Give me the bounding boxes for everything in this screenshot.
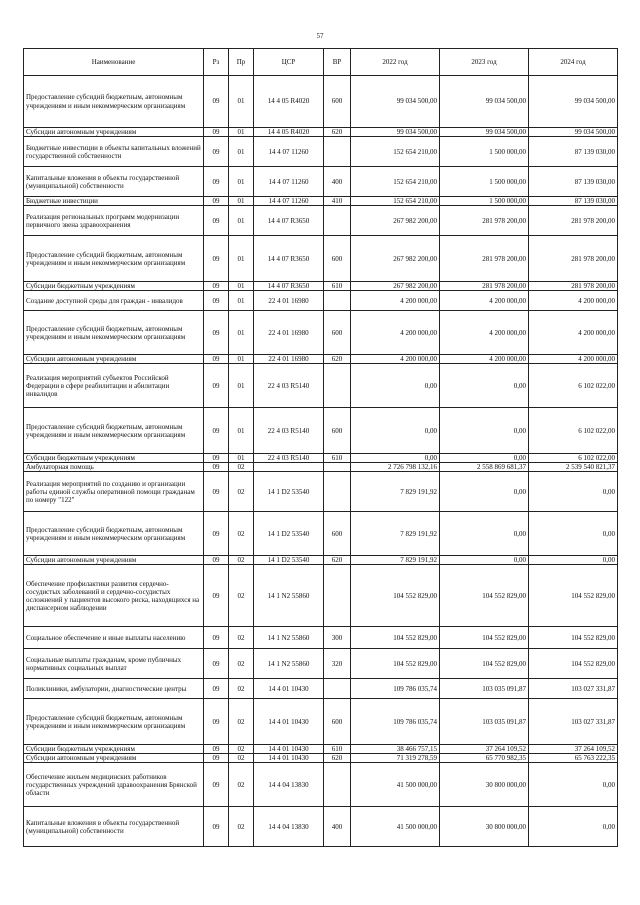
cell-rz: 09	[204, 137, 229, 167]
cell-pr: 01	[229, 355, 254, 364]
table-row	[24, 565, 618, 627]
cell-csr	[254, 463, 324, 472]
cell-2022: 0,00	[351, 364, 440, 408]
cell-2023: 103 035 091,87	[440, 699, 529, 745]
cell-rz: 09	[204, 512, 229, 556]
cell-rz: 09	[204, 649, 229, 679]
cell-rz: 09	[204, 627, 229, 649]
cell-2022: 7 829 191,92	[351, 472, 440, 512]
cell-rz: 09	[204, 472, 229, 512]
cell-name: Социальные выплаты гражданам, кроме публичных нормативных социальных выплат	[24, 649, 204, 679]
cell-2024: 103 027 331,87	[529, 679, 618, 699]
cell-2024: 281 978 200,00	[529, 236, 618, 282]
cell-vr: 610	[324, 745, 351, 754]
cell-2024: 65 763 222,35	[529, 754, 618, 763]
cell-2024: 281 978 200,00	[529, 206, 618, 236]
cell-pr: 02	[229, 679, 254, 699]
cell-2024: 6 102 022,00	[529, 454, 618, 463]
cell-rz: 09	[204, 355, 229, 364]
cell-pr: 02	[229, 699, 254, 745]
cell-name: Предоставление субсидий бюджетным, автономным учреждениям и иным некоммерческим организациям	[24, 311, 204, 355]
budget-table	[23, 48, 618, 847]
cell-vr: 620	[324, 556, 351, 565]
cell-2022: 4 200 000,00	[351, 355, 440, 364]
cell-vr	[324, 291, 351, 311]
cell-2023: 0,00	[440, 408, 529, 454]
cell-pr: 01	[229, 206, 254, 236]
cell-2022: 152 654 210,00	[351, 167, 440, 197]
cell-rz: 09	[204, 206, 229, 236]
cell-csr: 14 4 05 R4020	[254, 76, 324, 128]
cell-pr: 02	[229, 649, 254, 679]
cell-vr: 600	[324, 408, 351, 454]
cell-csr: 22 4 01 16980	[254, 355, 324, 364]
table-row	[24, 355, 618, 364]
cell-2024: 281 978 200,00	[529, 282, 618, 291]
table-row	[24, 137, 618, 167]
cell-csr: 22 4 01 16980	[254, 311, 324, 355]
cell-2022: 109 786 035,74	[351, 699, 440, 745]
table-body	[24, 76, 618, 847]
cell-name: Капитальные вложения в объекты государственной (муниципальной) собственности	[24, 167, 204, 197]
cell-2024: 104 552 829,00	[529, 627, 618, 649]
cell-2023: 1 500 000,00	[440, 137, 529, 167]
cell-name: Поликлиники, амбулатории, диагностические центры	[24, 679, 204, 699]
cell-rz: 09	[204, 463, 229, 472]
table-row	[24, 763, 618, 807]
cell-name: Обеспечение профилактики развития сердечно-сосудистых заболеваний и сердечно-сосудистых осложнений у пациентов высокого риска, находящихся на диспансерном наблюдении	[24, 565, 204, 627]
cell-2022: 99 034 500,00	[351, 76, 440, 128]
cell-pr: 02	[229, 463, 254, 472]
table-row	[24, 472, 618, 512]
cell-name: Субсидии бюджетным учреждениям	[24, 745, 204, 754]
table-row	[24, 206, 618, 236]
table-row	[24, 556, 618, 565]
cell-2024: 99 034 500,00	[529, 76, 618, 128]
cell-2023: 0,00	[440, 454, 529, 463]
cell-vr	[324, 565, 351, 627]
cell-name: Субсидии автономным учреждениям	[24, 754, 204, 763]
cell-pr: 01	[229, 76, 254, 128]
cell-pr: 01	[229, 408, 254, 454]
cell-2022: 4 200 000,00	[351, 311, 440, 355]
cell-pr: 01	[229, 128, 254, 137]
cell-2022: 0,00	[351, 454, 440, 463]
cell-pr: 02	[229, 754, 254, 763]
cell-vr: 610	[324, 282, 351, 291]
cell-csr: 14 4 01 10430	[254, 699, 324, 745]
cell-csr: 14 4 07 R3650	[254, 282, 324, 291]
cell-pr: 01	[229, 197, 254, 206]
cell-name: Бюджетные инвестиции	[24, 197, 204, 206]
cell-rz: 09	[204, 167, 229, 197]
cell-rz: 09	[204, 76, 229, 128]
col-header-csr: ЦСР	[254, 49, 324, 76]
cell-vr: 600	[324, 311, 351, 355]
cell-2024: 87 139 030,00	[529, 137, 618, 167]
cell-2023: 30 800 000,00	[440, 763, 529, 807]
cell-csr: 14 4 04 13830	[254, 807, 324, 847]
cell-name: Субсидии автономным учреждениям	[24, 128, 204, 137]
cell-2022: 152 654 210,00	[351, 197, 440, 206]
cell-2024: 4 200 000,00	[529, 355, 618, 364]
cell-csr: 22 4 01 16980	[254, 291, 324, 311]
table-row	[24, 512, 618, 556]
cell-vr: 600	[324, 76, 351, 128]
cell-vr	[324, 679, 351, 699]
cell-2023: 65 770 982,35	[440, 754, 529, 763]
cell-rz: 09	[204, 679, 229, 699]
cell-2022: 267 982 200,00	[351, 206, 440, 236]
table-row	[24, 679, 618, 699]
cell-2023: 4 200 000,00	[440, 291, 529, 311]
cell-2023: 0,00	[440, 472, 529, 512]
cell-2022: 2 726 798 132,16	[351, 463, 440, 472]
cell-2023: 281 978 200,00	[440, 206, 529, 236]
cell-csr: 14 4 07 R3650	[254, 206, 324, 236]
cell-2023: 37 264 109,52	[440, 745, 529, 754]
cell-name: Предоставление субсидий бюджетным, автономным учреждениям и иным некоммерческим организациям	[24, 699, 204, 745]
table-row	[24, 454, 618, 463]
cell-vr: 400	[324, 167, 351, 197]
cell-name: Капитальные вложения в объекты государственной (муниципальной) собственности	[24, 807, 204, 847]
cell-pr: 02	[229, 472, 254, 512]
table-row	[24, 76, 618, 128]
cell-2022: 267 982 200,00	[351, 236, 440, 282]
cell-vr: 410	[324, 197, 351, 206]
cell-pr: 01	[229, 364, 254, 408]
col-header-name: Наименование	[24, 49, 204, 76]
cell-csr: 14 4 01 10430	[254, 754, 324, 763]
cell-vr: 300	[324, 627, 351, 649]
cell-vr: 620	[324, 128, 351, 137]
cell-vr	[324, 472, 351, 512]
cell-rz: 09	[204, 291, 229, 311]
cell-name: Обеспечение жильем медицинских работников государственных учреждений здравоохранения Брянской области	[24, 763, 204, 807]
cell-name: Реализация мероприятий субъектов Российской Федерации в сфере реабилитации и абилитации инвалидов	[24, 364, 204, 408]
table-row	[24, 167, 618, 197]
cell-rz: 09	[204, 282, 229, 291]
cell-2022: 99 034 500,00	[351, 128, 440, 137]
cell-2024: 6 102 022,00	[529, 364, 618, 408]
page-number: 57	[316, 32, 324, 40]
table-row	[24, 807, 618, 847]
cell-pr: 02	[229, 556, 254, 565]
cell-2022: 104 552 829,00	[351, 649, 440, 679]
cell-2023: 0,00	[440, 364, 529, 408]
table-row	[24, 649, 618, 679]
cell-vr	[324, 763, 351, 807]
cell-csr: 14 1 D2 53540	[254, 556, 324, 565]
cell-2023: 30 800 000,00	[440, 807, 529, 847]
cell-name: Предоставление субсидий бюджетным, автономным учреждениям и иным некоммерческим организациям	[24, 512, 204, 556]
cell-vr: 600	[324, 699, 351, 745]
cell-2023: 104 552 829,00	[440, 565, 529, 627]
cell-2023: 1 500 000,00	[440, 197, 529, 206]
table-row	[24, 364, 618, 408]
cell-2022: 38 466 757,15	[351, 745, 440, 754]
cell-2023: 104 552 829,00	[440, 627, 529, 649]
cell-vr	[324, 206, 351, 236]
cell-csr: 14 4 07 11260	[254, 167, 324, 197]
table-row	[24, 291, 618, 311]
cell-csr: 14 1 N2 55860	[254, 649, 324, 679]
cell-name: Реализация региональных программ модернизации первичного звена здравоохранения	[24, 206, 204, 236]
cell-name: Субсидии автономным учреждениям	[24, 556, 204, 565]
cell-name: Субсидии автономным учреждениям	[24, 355, 204, 364]
cell-2024: 87 139 030,00	[529, 167, 618, 197]
cell-rz: 09	[204, 745, 229, 754]
cell-name: Амбулаторная помощь	[24, 463, 204, 472]
cell-2024: 6 102 022,00	[529, 408, 618, 454]
cell-vr: 620	[324, 754, 351, 763]
cell-2023: 4 200 000,00	[440, 355, 529, 364]
cell-csr: 22 4 03 R5140	[254, 408, 324, 454]
cell-csr: 22 4 03 R5140	[254, 454, 324, 463]
cell-name: Субсидии бюджетным учреждениям	[24, 454, 204, 463]
cell-name: Бюджетные инвестиции в объекты капитальных вложений государственной собственности	[24, 137, 204, 167]
cell-2024: 0,00	[529, 763, 618, 807]
cell-vr: 600	[324, 512, 351, 556]
cell-pr: 02	[229, 807, 254, 847]
cell-vr	[324, 463, 351, 472]
cell-2022: 7 829 191,92	[351, 556, 440, 565]
table-row	[24, 197, 618, 206]
cell-vr: 400	[324, 807, 351, 847]
cell-pr: 02	[229, 512, 254, 556]
cell-pr: 02	[229, 565, 254, 627]
cell-2023: 281 978 200,00	[440, 236, 529, 282]
cell-rz: 09	[204, 128, 229, 137]
cell-2024: 104 552 829,00	[529, 649, 618, 679]
cell-2024: 0,00	[529, 512, 618, 556]
cell-pr: 01	[229, 137, 254, 167]
cell-2022: 7 829 191,92	[351, 512, 440, 556]
cell-2022: 152 654 210,00	[351, 137, 440, 167]
table-row	[24, 754, 618, 763]
cell-name: Предоставление субсидий бюджетным, автономным учреждениям и иным некоммерческим организациям	[24, 408, 204, 454]
cell-2022: 71 319 278,59	[351, 754, 440, 763]
cell-name: Социальное обеспечение и иные выплаты населению	[24, 627, 204, 649]
cell-csr: 14 4 01 10430	[254, 679, 324, 699]
cell-pr: 01	[229, 454, 254, 463]
table-row	[24, 236, 618, 282]
cell-vr	[324, 137, 351, 167]
cell-2022: 0,00	[351, 408, 440, 454]
cell-2024: 103 027 331,87	[529, 699, 618, 745]
cell-rz: 09	[204, 364, 229, 408]
cell-2023: 1 500 000,00	[440, 167, 529, 197]
cell-2023: 281 978 200,00	[440, 282, 529, 291]
cell-pr: 01	[229, 282, 254, 291]
col-header-pr: Пр	[229, 49, 254, 76]
cell-pr: 01	[229, 291, 254, 311]
cell-name: Предоставление субсидий бюджетным, автономным учреждениям и иным некоммерческим организациям	[24, 236, 204, 282]
table-header-row	[24, 49, 618, 76]
cell-name: Субсидии бюджетным учреждениям	[24, 282, 204, 291]
table-row	[24, 128, 618, 137]
cell-csr: 14 4 07 R3650	[254, 236, 324, 282]
cell-rz: 09	[204, 565, 229, 627]
cell-name: Реализация мероприятий по созданию и организации работы единой службы оперативной помощи гражданам по номеру "122"	[24, 472, 204, 512]
cell-2022: 4 200 000,00	[351, 291, 440, 311]
cell-2022: 109 786 035,74	[351, 679, 440, 699]
cell-rz: 09	[204, 311, 229, 355]
cell-2024: 0,00	[529, 807, 618, 847]
cell-rz: 09	[204, 556, 229, 565]
cell-csr: 22 4 03 R5140	[254, 364, 324, 408]
cell-2023: 0,00	[440, 512, 529, 556]
table-row	[24, 408, 618, 454]
cell-csr: 14 1 D2 53540	[254, 472, 324, 512]
cell-csr: 14 4 05 R4020	[254, 128, 324, 137]
cell-2024: 99 034 500,00	[529, 128, 618, 137]
cell-2023: 99 034 500,00	[440, 128, 529, 137]
table-row	[24, 699, 618, 745]
table-row	[24, 627, 618, 649]
cell-csr: 14 4 07 11260	[254, 137, 324, 167]
cell-2023: 2 558 869 681,37	[440, 463, 529, 472]
cell-2022: 41 500 000,00	[351, 763, 440, 807]
cell-csr: 14 4 01 10430	[254, 745, 324, 754]
cell-name: Предоставление субсидий бюджетным, автономным учреждениям и иным некоммерческим организациям	[24, 76, 204, 128]
cell-2024: 4 200 000,00	[529, 311, 618, 355]
cell-2024: 0,00	[529, 472, 618, 512]
col-header-2023: 2023 год	[440, 49, 529, 76]
cell-rz: 09	[204, 754, 229, 763]
cell-csr: 14 1 N2 55860	[254, 627, 324, 649]
cell-vr: 620	[324, 355, 351, 364]
cell-2023: 103 035 091,87	[440, 679, 529, 699]
cell-rz: 09	[204, 807, 229, 847]
cell-2022: 267 982 200,00	[351, 282, 440, 291]
cell-2022: 104 552 829,00	[351, 565, 440, 627]
cell-csr: 14 1 N2 55860	[254, 565, 324, 627]
cell-csr: 14 4 04 13830	[254, 763, 324, 807]
table-row	[24, 745, 618, 754]
cell-2022: 104 552 829,00	[351, 627, 440, 649]
cell-pr: 01	[229, 311, 254, 355]
table-row	[24, 463, 618, 472]
cell-2024: 104 552 829,00	[529, 565, 618, 627]
cell-2024: 0,00	[529, 556, 618, 565]
cell-rz: 09	[204, 454, 229, 463]
cell-2024: 37 264 109,52	[529, 745, 618, 754]
cell-vr: 610	[324, 454, 351, 463]
cell-vr: 320	[324, 649, 351, 679]
cell-csr: 14 1 D2 53540	[254, 512, 324, 556]
table-row	[24, 282, 618, 291]
cell-pr: 02	[229, 745, 254, 754]
cell-2024: 87 139 030,00	[529, 197, 618, 206]
cell-rz: 09	[204, 763, 229, 807]
cell-2024: 2 539 540 821,37	[529, 463, 618, 472]
cell-2024: 4 200 000,00	[529, 291, 618, 311]
cell-2022: 41 500 000,00	[351, 807, 440, 847]
table-row	[24, 311, 618, 355]
cell-vr: 600	[324, 236, 351, 282]
cell-pr: 01	[229, 167, 254, 197]
col-header-2024: 2024 год	[529, 49, 618, 76]
col-header-2022: 2022 год	[351, 49, 440, 76]
cell-2023: 104 552 829,00	[440, 649, 529, 679]
cell-rz: 09	[204, 197, 229, 206]
cell-rz: 09	[204, 236, 229, 282]
cell-pr: 01	[229, 236, 254, 282]
col-header-vr: ВР	[324, 49, 351, 76]
cell-pr: 02	[229, 763, 254, 807]
cell-name: Создание доступной среды для граждан - инвалидов	[24, 291, 204, 311]
cell-2023: 99 034 500,00	[440, 76, 529, 128]
cell-vr	[324, 364, 351, 408]
cell-pr: 02	[229, 627, 254, 649]
cell-csr: 14 4 07 11260	[254, 197, 324, 206]
cell-2023: 4 200 000,00	[440, 311, 529, 355]
cell-2023: 0,00	[440, 556, 529, 565]
cell-rz: 09	[204, 699, 229, 745]
col-header-rz: Рз	[204, 49, 229, 76]
cell-rz: 09	[204, 408, 229, 454]
